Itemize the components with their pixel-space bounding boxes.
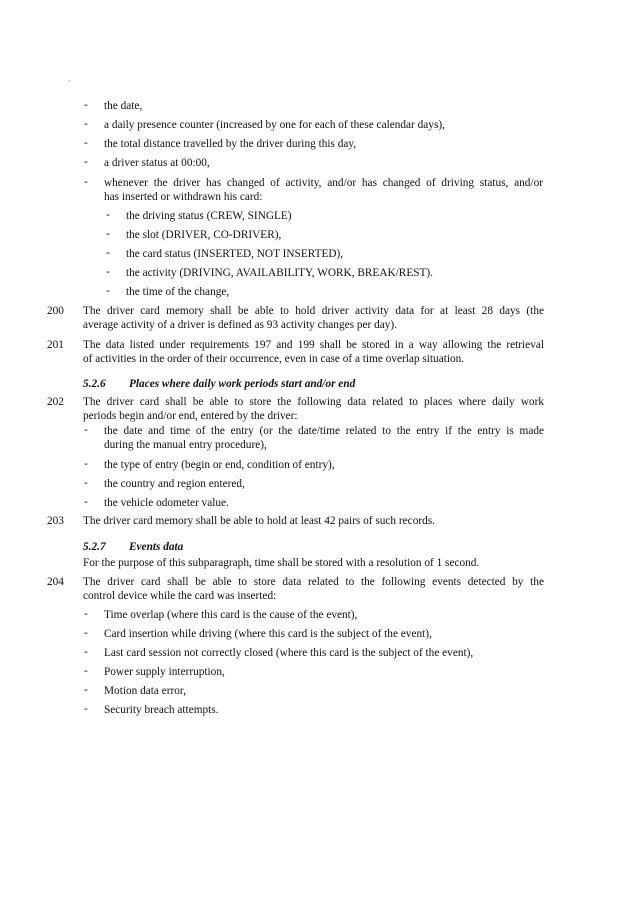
requirement-number: 204 (47, 576, 64, 588)
sublist-dash: - (106, 266, 110, 278)
list-item: Time overlap (where this card is the cause of the event), (104, 609, 358, 621)
list-dash: - (84, 627, 88, 639)
list-dash: - (84, 176, 88, 188)
list-dash: - (84, 646, 88, 658)
requirement-text: The driver card shall be able to store the following data related to places where daily work (83, 396, 544, 408)
requirement-number: 203 (47, 515, 64, 527)
sublist-item: the slot (DRIVER, CO-DRIVER), (126, 229, 282, 241)
requirement-number: 201 (47, 339, 64, 351)
list-dash: - (84, 156, 88, 168)
list-dash: - (84, 99, 88, 111)
requirement-text: The driver card shall be able to store data related to the following events detected by the (83, 576, 544, 588)
list-dash: - (84, 458, 88, 470)
list-dash: - (84, 665, 88, 677)
scan-speck (69, 80, 70, 81)
requirement-text: The driver card memory shall be able to hold at least 42 pairs of such records. (83, 515, 435, 527)
sublist-dash: - (106, 209, 110, 221)
list-item: the date, (104, 100, 143, 112)
list-item: the type of entry (begin or end, condition of entry), (104, 459, 335, 471)
requirement-number: 200 (47, 305, 64, 317)
requirement-text: The driver card memory shall be able to hold driver activity data for at least 28 days (the (83, 305, 544, 317)
list-item: Security breach attempts. (104, 704, 219, 716)
list-dash: - (84, 137, 88, 149)
list-item: the vehicle odometer value. (104, 497, 229, 509)
requirement-text: control device while the card was inserted: (83, 590, 277, 602)
list-item-continuation: during the manual entry procedure), (104, 439, 267, 451)
requirement-text: periods begin and/or end, entered by the driver: (83, 410, 298, 422)
list-item: Card insertion while driving (where this card is the subject of the event), (104, 628, 432, 640)
list-item: Power supply interruption, (104, 666, 225, 678)
sublist-dash: - (106, 228, 110, 240)
sublist-item: the driving status (CREW, SINGLE) (126, 210, 292, 222)
section-intro: For the purpose of this subparagraph, time shall be stored with a resolution of 1 second. (83, 557, 480, 569)
requirement-number: 202 (47, 396, 64, 408)
list-dash: - (84, 118, 88, 130)
list-dash: - (84, 424, 88, 436)
sublist-dash: - (106, 285, 110, 297)
list-item: a daily presence counter (increased by one for each of these calendar days), (104, 119, 445, 131)
list-item: Last card session not correctly closed (where this card is the subject of the event), (104, 647, 474, 659)
section-number: 5.2.6 (83, 378, 106, 390)
section-title: Events data (129, 541, 184, 553)
sublist-dash: - (106, 247, 110, 259)
requirement-text: of activities in the order of their occurrence, even in case of a time overlap situation. (83, 353, 465, 365)
section-title: Places where daily work periods start and/or end (129, 378, 356, 390)
list-item: Motion data error, (104, 685, 187, 697)
list-item: the total distance travelled by the driver during this day, (104, 138, 357, 150)
list-dash: - (84, 496, 88, 508)
sublist-item: the card status (INSERTED, NOT INSERTED), (126, 248, 344, 260)
list-dash: - (84, 703, 88, 715)
list-item: a driver status at 00:00, (104, 157, 210, 169)
sublist-item: the activity (DRIVING, AVAILABILITY, WORK, BREAK/REST). (126, 267, 433, 279)
section-number: 5.2.7 (83, 541, 106, 553)
requirement-text: The data listed under requirements 197 and 199 shall be stored in a way allowing the retrieval (83, 339, 544, 351)
list-dash: - (84, 608, 88, 620)
sublist-item: the time of the change, (126, 286, 230, 298)
list-item: whenever the driver has changed of activity, and/or has changed of driving status, and/or (104, 177, 543, 189)
requirement-text: average activity of a driver is defined as 93 activity changes per day). (83, 319, 397, 331)
list-item: the date and time of the entry (or the date/time related to the entry if the entry is made (104, 425, 544, 437)
list-dash: - (84, 477, 88, 489)
list-item: the country and region entered, (104, 478, 245, 490)
list-item-continuation: has inserted or withdrawn his card: (104, 191, 263, 203)
list-dash: - (84, 684, 88, 696)
